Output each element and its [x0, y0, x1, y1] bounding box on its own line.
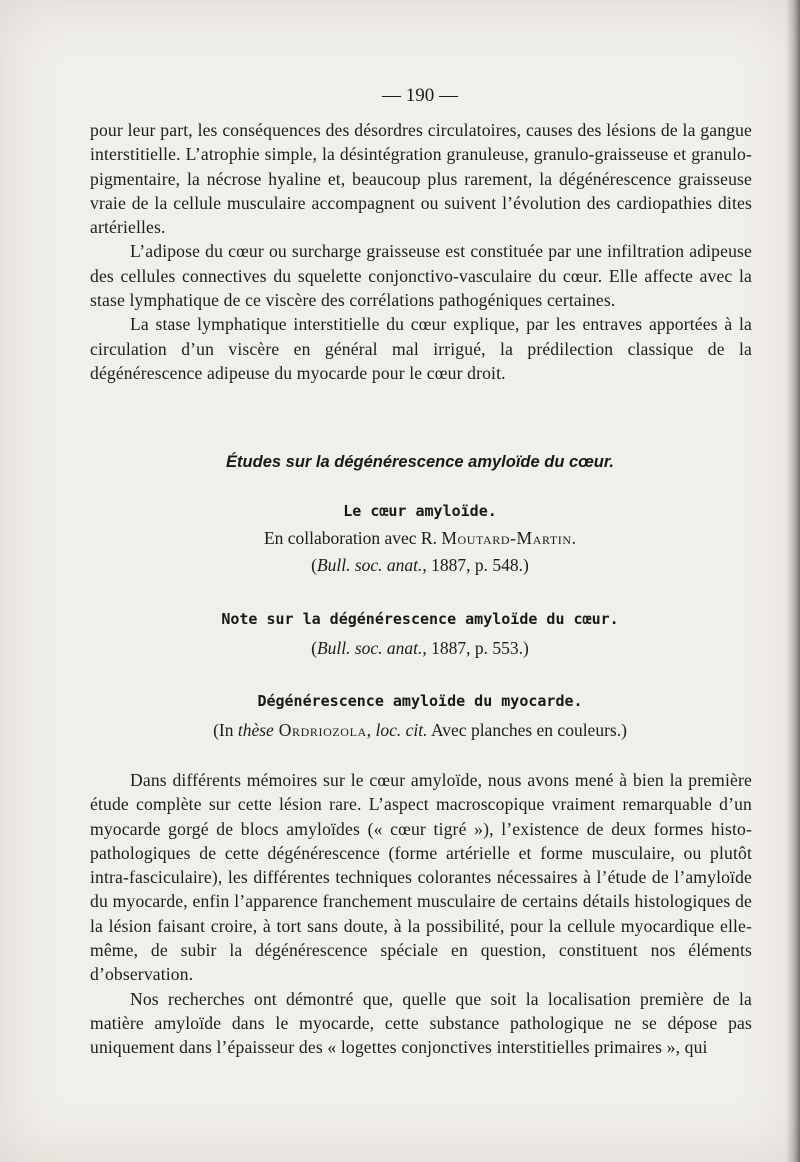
entry-title-note-degenerescence: Note sur la dégénérescence amyloïde du cœur. [221, 610, 619, 628]
author-name: Ordriozola [273, 720, 367, 740]
entry-reference-1: (Bull. soc. anat., 1887, p. 548.) [311, 555, 529, 575]
top-text-block [90, 118, 752, 385]
entry-title-coeur-amyloide: Le cœur amyloïde. [343, 502, 497, 520]
entry-reference-3: (In thèse Ordriozola, loc. cit. Avec planches en couleurs.) [213, 720, 627, 740]
collaborator-name: Moutard-Martin [441, 528, 572, 548]
paragraph-continuation: pour leur part, les conséquences des désordres circulatoires, causes des lésions de la gangue interstitielle. L’atrophie simple, la désintégration granuleuse, granulo-graisseuse et granulo-pigmentaire, la nécrose hyaline et, beaucoup plus rarement, la dégénérescence graisseuse vraie de la cellule musculaire accompagnent ou suivent l’évolution des cardiopathies dites artérielles. [90, 120, 752, 238]
entry-collaboration: En collaboration avec R. Moutard-Martin. [263, 528, 577, 548]
paragraph-adipose: L’adipose du cœur ou surcharge graisseuse est constituée par une infiltration adipeuse des cellules connectives du squelette conjonctivo-vasculaire du cœur. Elle affecte avec la stase lymphatique de ce viscère des corrélations pathogéniques certaines. [90, 241, 752, 311]
entry-reference-2: (Bull. soc. anat., 1887, p. 553.) [311, 638, 529, 658]
paragraph-memoires: Dans différents mémoires sur le cœur amyloïde, nous avons mené à bien la première étude complète sur cette lésion rare. L’aspect macroscopique vraiment remarquable d’un myocarde gorgé de blocs amyloïdes (« cœur tigré »), l’existence de deux formes histo-pathologiques de cette dégénérescence (forme artérielle et forme musculaire, ou plutôt intra-fasciculaire), les différentes techniques colorantes nécessaires à l’étude de l’amyloïde du myocarde, enfin l’apparence franchement musculaire de certains détails histologiques de la lésion faisant croire, à tort sans doute, à la possibilité, pour la cellule myocardique elle-même, de subir la dégénérescence spéciale en question, constituent nos éléments d’observation. [90, 770, 752, 985]
paragraph-recherches: Nos recherches ont démontré que, quelle que soit la localisation première de la matière amyloïde dans le myocarde, cette substance pathologique ne se dépose pas uniquement dans l’épaisseur des « logettes conjonctives interstitielles primaires », qui [90, 988, 752, 1058]
entry-title-degenerescence-myocarde: Dégénérescence amyloïde du myocarde. [257, 692, 583, 710]
page-number: — 190 — [382, 85, 458, 106]
journal-name: Bull. soc. anat. [316, 555, 423, 575]
paragraph-lymphatic-stasis: La stase lymphatique interstitielle du cœur explique, par les entraves apportées à la circulation d’un viscère en général mal irrigué, la prédilection classique de la dégénérescence adipeuse du myocarde pour le cœur droit. [90, 314, 752, 383]
section-title: Études sur la dégénérescence amyloïde du cœur. [226, 453, 614, 471]
journal-name: Bull. soc. anat. [316, 638, 423, 658]
page-edge-shadow [786, 0, 800, 1162]
bottom-text-block [90, 768, 752, 1060]
